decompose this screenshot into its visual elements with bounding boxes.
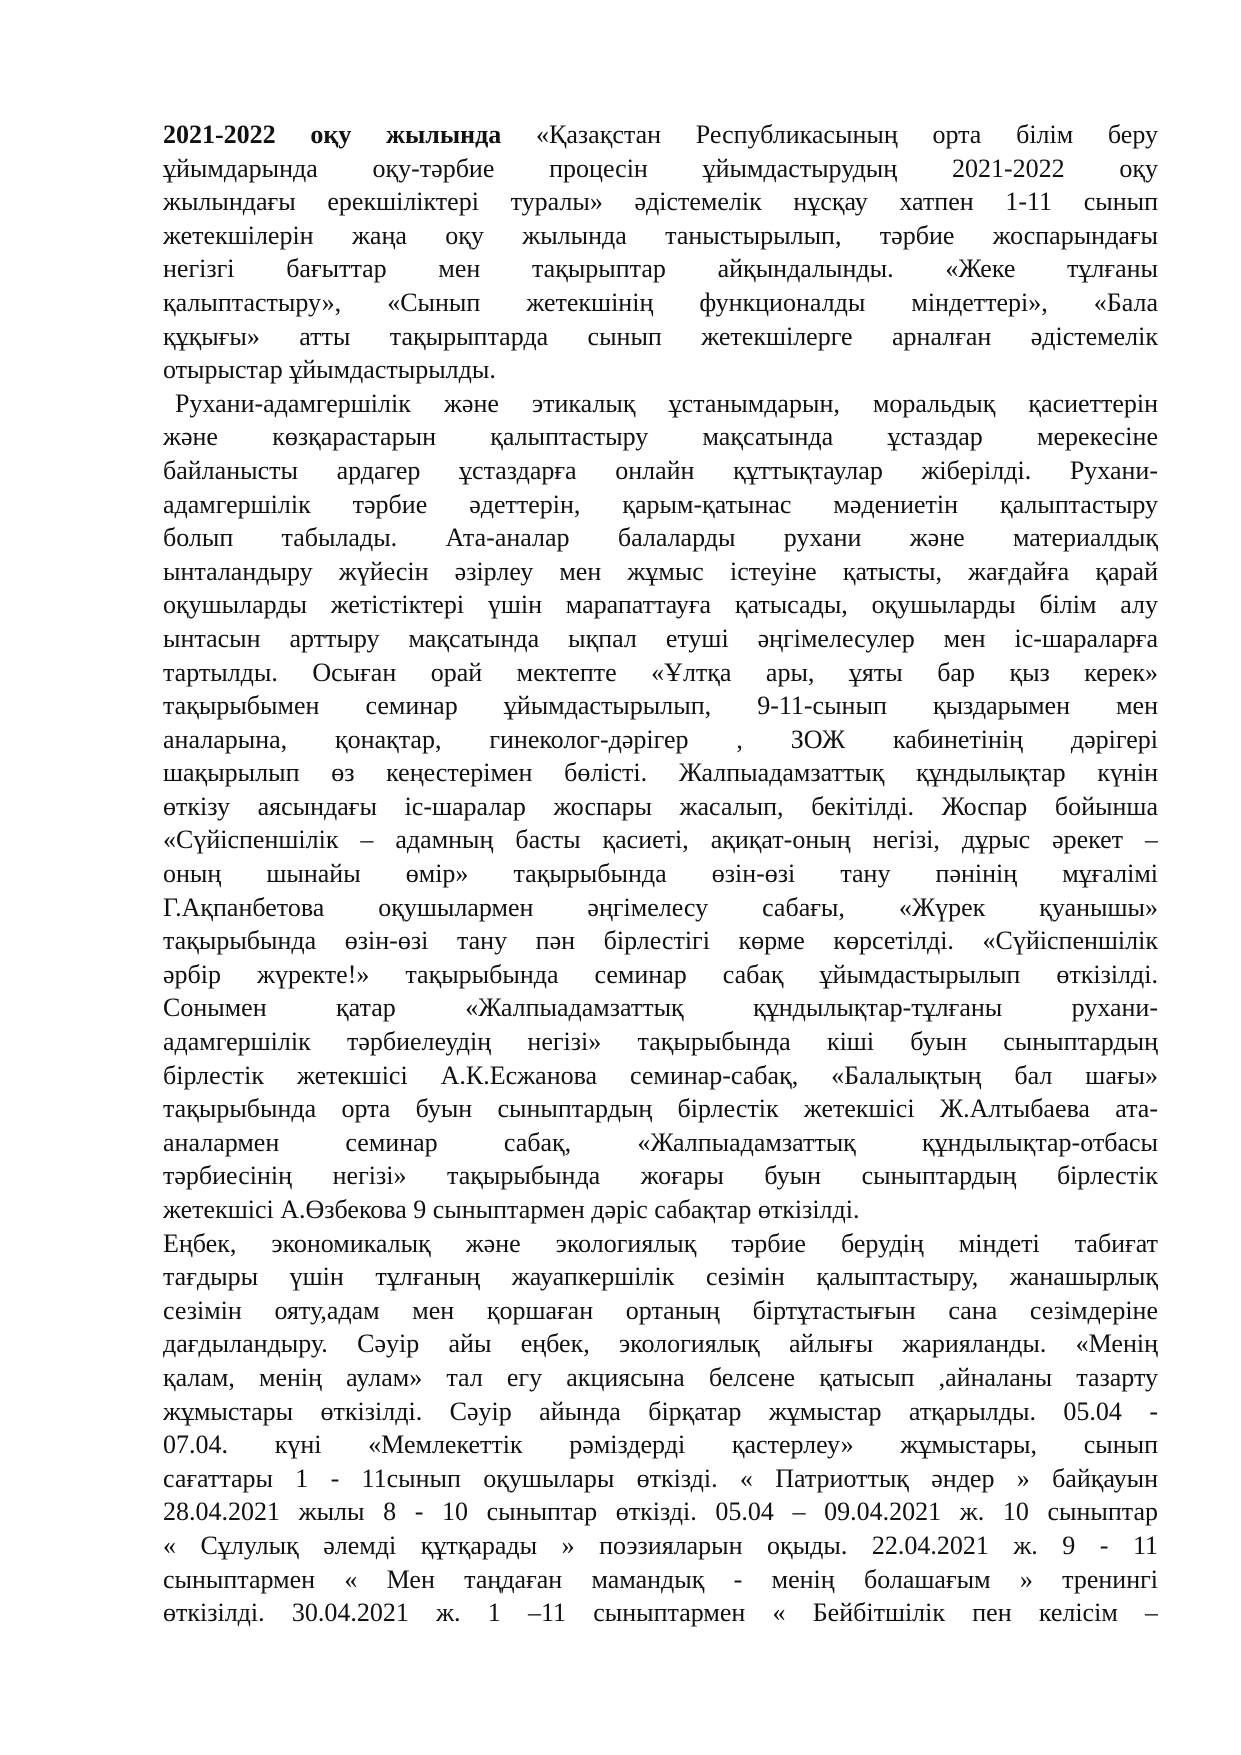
text-line — [163, 1529, 1158, 1563]
line-text: Рухани-адамгершілік және этикалық ұстанымдарын, моральдық қасиеттерін — [175, 388, 1158, 418]
text-line — [163, 656, 1158, 690]
bold-lead: 2021-2022 оқу жылында — [163, 120, 537, 149]
line-text: әрбір жүректе!» тақырыбында семинар сабақ ұйымдастырылып өткізілді. — [163, 959, 1158, 989]
line-text: шақырылып өз кеңестерімен бөлісті. Жалпыадамзаттық құндылықтар күнін — [163, 758, 1158, 788]
line-text: байланысты ардагер ұстаздарға онлайн құттықтаулар жіберілді. Рухани- — [163, 455, 1158, 485]
line-text: жұмыстары өткізілді. Сәуір айында бірқатар жұмыстар атқарылды. 05.04 - — [163, 1396, 1158, 1426]
text-line — [163, 823, 1158, 857]
text-line — [163, 1260, 1158, 1294]
line-text: сағаттары 1 - 11сынып оқушылары өткізді. « Патриоттық әндер » байқауын — [163, 1463, 1158, 1493]
line-text: адамгершілік тәрбие әдеттерін, қарым-қатынас мәдениетін қалыптастыру — [163, 489, 1158, 519]
line-text: өткізілді. 30.04.2021 ж. 1 –11 сыныптармен « Бейбітшілік пен келісім – — [163, 1598, 1158, 1628]
text-line — [163, 1361, 1158, 1395]
line-text: болып табылады. Ата-аналар балаларды рухани және материалдық — [163, 523, 1158, 553]
text-line — [163, 1462, 1158, 1496]
line-text: ұйымдарында оқу-тәрбие процесін ұйымдастырудың 2021-2022 оқу — [163, 153, 1158, 183]
line-text: тақырыбында орта буын сыныптардың бірлестік жетекшісі Ж.Алтыбаева ата- — [163, 1094, 1158, 1124]
line-text: өткізу аясындағы іс-шаралар жоспары жасалып, бекітілді. Жоспар бойынша — [163, 791, 1158, 821]
line-text: тәрбиесінің негізі» тақырыбында жоғары буын сыныптардың бірлестік — [163, 1161, 1158, 1191]
text-line — [163, 353, 1158, 387]
text-line — [163, 723, 1158, 757]
text-line — [163, 387, 1158, 421]
line-text: Г.Ақпанбетова оқушылармен әңгімелесу сабағы, «Жүрек қуанышы» — [163, 892, 1158, 922]
line-text: жылындағы ерекшіліктері туралы» әдістемелік нұсқау хатпен 1-11 сынып — [163, 187, 1158, 217]
text-line — [163, 152, 1158, 186]
line-text: тағдыры үшін тұлғаның жауапкершілік сезімін қалыптастыру, жанашырлық — [163, 1262, 1158, 1292]
text-line — [163, 756, 1158, 790]
text-line — [163, 118, 1158, 152]
text-line — [163, 857, 1158, 891]
line-text: тартылды. Осыған орай мектепте «Ұлтқа ары, ұяты бар қыз керек» — [163, 657, 1158, 687]
line-text: жетекшісі А.Өзбекова 9 сыныптармен дәріс сабақтар өткізілді. — [163, 1195, 860, 1224]
text-line — [163, 488, 1158, 522]
line-text: негізгі бағыттар мен тақырыптар айқындалынды. «Жеке тұлғаны — [163, 254, 1158, 284]
text-line — [163, 991, 1158, 1025]
text-line — [163, 689, 1158, 723]
text-line — [163, 320, 1158, 354]
text-line — [163, 521, 1158, 555]
text-line — [163, 790, 1158, 824]
line-text: аналарына, қонақтар, гинеколог-дәрігер , ЗОЖ кабинетінің дәрігері — [163, 724, 1158, 754]
text-line — [163, 622, 1158, 656]
line-text: адамгершілік тәрбиелеудің негізі» тақырыбында кіші буын сыныптардың — [163, 1027, 1158, 1057]
text-line — [163, 219, 1158, 253]
line-text: Сонымен қатар «Жалпыадамзаттық құндылықтар-тұлғаны рухани- — [163, 993, 1158, 1023]
text-line — [163, 420, 1158, 454]
line-text: «Қазақстан Республикасының орта білім беру — [536, 120, 1158, 149]
line-text: тақырыбымен семинар ұйымдастырылып, 9-11-сынып қыздарымен мен — [163, 691, 1158, 721]
line-text: дағдыландыру. Сәуір айы еңбек, экологиялық айлығы жарияланды. «Менің — [163, 1329, 1158, 1359]
text-line — [163, 555, 1158, 589]
text-line — [163, 924, 1158, 958]
text-line — [163, 286, 1158, 320]
text-line — [163, 891, 1158, 925]
text-line — [163, 1495, 1158, 1529]
text-line — [163, 1126, 1158, 1160]
line-text: бірлестік жетекшісі А.К.Есжанова семинар-сабақ, «Балалықтың бал шағы» — [163, 1060, 1158, 1090]
line-text: 07.04. күні «Мемлекеттік рәміздерді қастерлеу» жұмыстары, сынып — [163, 1430, 1158, 1460]
line-text: Еңбек, экономикалық және экологиялық тәрбие берудің міндеті табиғат — [163, 1228, 1158, 1258]
line-text: қалыптастыру», «Сынып жетекшінің функционалды міндеттері», «Бала — [163, 287, 1158, 317]
line-text: аналармен семинар сабақ, «Жалпыадамзаттық құндылықтар-отбасы — [163, 1127, 1158, 1157]
text-line — [163, 1294, 1158, 1328]
text-line — [163, 588, 1158, 622]
line-text: тақырыбында өзін-өзі тану пән бірлестігі көрме көрсетілді. «Сүйіспеншілік — [163, 926, 1158, 956]
text-line — [163, 454, 1158, 488]
line-text: ынтасын арттыру мақсатында ықпал етуші әңгімелесулер мен іс-шараларға — [163, 623, 1158, 653]
line-text: оның шынайы өмір» тақырыбында өзін-өзі тану пәнінің мұғалімі — [163, 859, 1158, 889]
line-text: 28.04.2021 жылы 8 - 10 сыныптар өткізді. 05.04 – 09.04.2021 ж. 10 сыныптар — [163, 1497, 1158, 1527]
text-line — [163, 252, 1158, 286]
line-text: ынталандыру жүйесін әзірлеу мен жұмыс істеуіне қатысты, жағдайға қарай — [163, 556, 1158, 586]
text-line — [163, 185, 1158, 219]
line-text: құқығы» атты тақырыптарда сынып жетекшілерге арналған әдістемелік — [163, 321, 1158, 351]
text-line — [163, 1159, 1158, 1193]
text-line — [163, 1596, 1158, 1630]
line-text: « Сұлулық әлемді құтқарады » поэзияларын оқыды. 22.04.2021 ж. 9 - 11 — [163, 1530, 1158, 1560]
text-line — [163, 1059, 1158, 1093]
text-line — [163, 1395, 1158, 1429]
text-line — [163, 1092, 1158, 1126]
line-text: және көзқарастарын қалыптастыру мақсатында ұстаздар мерекесіне — [163, 422, 1158, 452]
document-page — [163, 118, 1158, 1630]
text-line — [163, 1025, 1158, 1059]
line-text: «Сүйіспеншілік – адамның басты қасиеті, ақиқат-оның негізі, дұрыс әрекет – — [163, 825, 1158, 855]
line-text: қалам, менің аулам» тал егу акциясына белсене қатысып ,айналаны тазарту — [163, 1362, 1158, 1392]
text-line — [163, 1193, 1158, 1227]
text-line — [163, 1428, 1158, 1462]
text-line — [163, 1563, 1158, 1597]
text-line — [163, 1227, 1158, 1261]
line-text: оқушыларды жетістіктері үшін марапаттауға қатысады, оқушыларды білім алу — [163, 590, 1158, 620]
text-line — [163, 1327, 1158, 1361]
line-text: отырыстар ұйымдастырылды. — [163, 355, 496, 385]
line-text: сезімін ояту,адам мен қоршаған ортаның біртұтастығын сана сезімдеріне — [163, 1295, 1158, 1325]
text-line — [163, 958, 1158, 992]
line-text: сыныптармен « Мен таңдаған мамандық - менің болашағым » тренингі — [163, 1564, 1158, 1594]
line-text: жетекшілерін жаңа оқу жылында таныстырылып, тәрбие жоспарындағы — [163, 220, 1158, 250]
